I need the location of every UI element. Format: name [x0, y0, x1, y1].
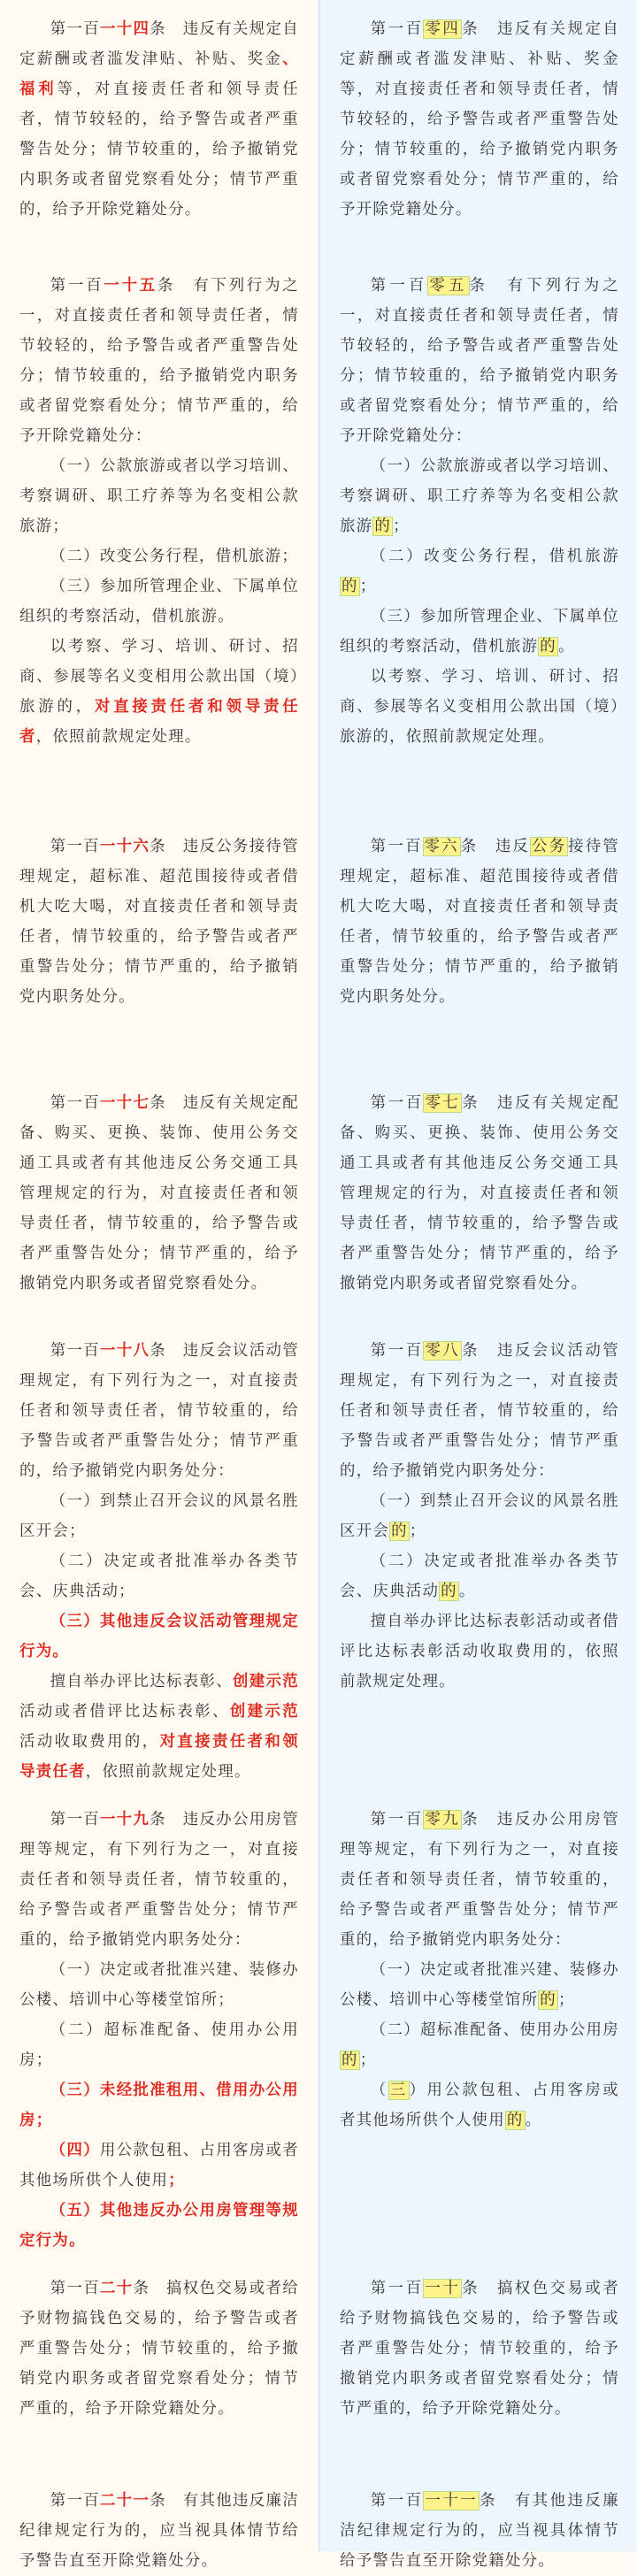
- article-paragraph: [19, 541, 299, 571]
- text-span: 第一百: [370, 1342, 424, 1360]
- text-span: 条 搞权色交易或者给予财物搞钱色交易的，给予警告或者严重警告处分；情节较重的，给予撤销党内职务或者留党察看处分；情节严重的，给予开除党籍处分。: [340, 2280, 619, 2418]
- revised-text: 二十一: [100, 2492, 150, 2510]
- revised-text: 、福利: [19, 50, 299, 98]
- text-span: 第一百: [50, 1342, 101, 1360]
- text-span: （: [370, 2082, 388, 2099]
- left-article: [19, 14, 299, 225]
- revised-text: ；: [168, 2172, 185, 2189]
- highlighted-text: 的: [441, 1583, 457, 1600]
- article-paragraph: [340, 1486, 619, 1546]
- article-paragraph: [19, 2135, 299, 2196]
- text-span: 条 违反会议活动管理规定，有下列行为之一，对直接责任者和领导责任者，情节较重的，给予警告或者严重警告处分；情节严重的，给予撤销党内职务处分：: [19, 1342, 299, 1480]
- text-span: 第一百: [50, 20, 101, 38]
- text-span: ；: [393, 518, 410, 535]
- right-column-original: [318, 0, 637, 2570]
- article-paragraph: [340, 662, 619, 752]
- highlighted-text: 公务: [532, 838, 567, 855]
- text-span: ）用公款包租、占用客房或者其他场所供个人使用: [340, 2082, 619, 2129]
- text-span: 条 违反有关规定配备、购买、更换、装饰、使用公务交通工具或者有其他违反公务交通工具管理规定的行为，对直接责任者和领导责任者，情节较重的，给予警告或者严重警告处分；情节严重的，给予撤销党内职务或者留党察看处分。: [19, 1094, 299, 1292]
- text-span: 条 违反: [460, 838, 530, 855]
- left-article: [19, 1088, 299, 1299]
- revised-text: （三）其他违反会议活动管理规定行为。: [19, 1613, 299, 1660]
- text-span: 第一百: [50, 1811, 101, 1828]
- text-span: 条 有其他违反廉洁纪律规定行为的，应当视具体情节给予警告直至开除党籍处分。: [340, 2492, 619, 2570]
- text-span: （三）参加所管理企业、下属单位组织的考察活动，借机旅游。: [19, 578, 299, 625]
- revised-text: 二十: [100, 2280, 134, 2297]
- revised-text: 四: [66, 2142, 84, 2159]
- text-span: ；: [558, 1991, 575, 2009]
- article-paragraph: [340, 2075, 619, 2135]
- text-span: 第一百: [50, 2492, 101, 2510]
- article-paragraph: [340, 1546, 619, 1606]
- text-span: （一）公款旅游或者以学习培训、考察调研、职工疗养等为名变相公款旅游: [340, 457, 619, 535]
- highlighted-text: 的: [342, 2051, 358, 2069]
- article-paragraph: [19, 2015, 299, 2075]
- text-span: （二）决定或者批准举办各类节会、庆典活动；: [19, 1552, 299, 1600]
- text-span: 。: [525, 2112, 542, 2129]
- text-span: 第一百: [50, 1094, 101, 1112]
- highlighted-text: 的: [342, 578, 358, 595]
- text-span: 第一百: [50, 838, 101, 855]
- highlighted-text: 零八: [425, 1342, 461, 1360]
- left-article: [19, 271, 299, 752]
- text-span: 条 违反办公用房管理等规定，有下列行为之一，对直接责任者和领导责任者，情节较重的，给予警告或者严重警告处分；情节严重的，给予撤销党内职务处分：: [19, 1811, 299, 1949]
- article-paragraph: [19, 1486, 299, 1546]
- revised-text: （: [50, 2142, 67, 2159]
- text-span: （三）参加所管理企业、下属单位组织的考察活动，借机旅游: [340, 608, 619, 656]
- article-paragraph: [19, 632, 299, 752]
- text-span: 条 违反办公用房管理等规定，有下列行为之一，对直接责任者和领导责任者，情节较重的，给予警告或者严重警告处分；情节严重的，给予撤销党内职务处分：: [340, 1811, 619, 1949]
- left-article: [19, 2486, 299, 2576]
- text-span: 第一百: [370, 2492, 424, 2510]
- text-span: ，依照前款规定处理。: [85, 1763, 251, 1781]
- article-heading-paragraph: [340, 14, 619, 225]
- revised-text: （五）其他违反办公用房管理等规定行为。: [19, 2202, 299, 2250]
- text-span: （一）到禁止召开会议的风景名胜区开会: [340, 1492, 619, 1540]
- article-paragraph: [19, 2075, 299, 2135]
- text-span: 条 搞权色交易或者给予财物搞钱色交易的，给予警告或者严重警告处分；情节较重的，给予撤销党内职务或者留党察看处分；情节严重的，给予开除党籍处分。: [19, 2280, 299, 2418]
- text-span: 第一百: [370, 838, 423, 855]
- revised-text: 一十四: [100, 20, 150, 38]
- article-heading-paragraph: [340, 1805, 619, 1955]
- highlighted-text: 三: [389, 2082, 408, 2099]
- article-heading-paragraph: [19, 2273, 299, 2424]
- article-paragraph: [340, 451, 619, 541]
- text-span: 条 有下列行为之一，对直接责任者和领导责任者，情节较轻的，给予警告或者严重警告处分；情节较重的，给予撤销党内职务或者留党察看处分；情节严重的，给予开除党籍处分：: [19, 277, 299, 445]
- text-span: 第一百: [370, 1094, 424, 1112]
- text-span: ，依照前款规定处理。: [35, 728, 202, 746]
- text-span: 活动或者借评比达标表彰、: [19, 1703, 230, 1721]
- highlighted-text: 一十: [425, 2280, 461, 2297]
- text-span: 。: [558, 638, 575, 656]
- article-heading-paragraph: [340, 1088, 619, 1299]
- article-heading-paragraph: [340, 2273, 619, 2424]
- article-heading-paragraph: [19, 832, 299, 1012]
- revised-text: 一十六: [100, 838, 150, 855]
- left-article: [19, 1336, 299, 1787]
- article-paragraph: [340, 1606, 619, 1697]
- highlighted-text: 的: [540, 638, 556, 656]
- highlighted-text: 的: [506, 2112, 524, 2129]
- text-span: 条 违反公务接待管理规定，超标准、超范围接待或者借机大吃大喝，对直接责任者和领导责任者，情节较重的，给予警告或者严重警告处分；情节严重的，给予撤销党内职务处分。: [19, 838, 299, 1006]
- text-span: ；: [409, 1522, 426, 1540]
- text-span: （一）决定或者批准兴建、装修办公楼、培训中心等楼堂馆所: [340, 1961, 619, 2009]
- article-paragraph: [19, 571, 299, 632]
- article-paragraph: [19, 451, 299, 541]
- text-span: 第一百: [50, 277, 104, 295]
- article-heading-paragraph: [340, 271, 619, 451]
- right-article: [340, 14, 619, 225]
- text-span: 条 有下列行为之一，对直接责任者和领导责任者，情节较轻的，给予警告或者严重警告处分；情节较重的，给予撤销党内职务或者留党察看处分；情节严重的，给予开除党籍处分：: [340, 277, 619, 445]
- text-span: ；: [359, 2051, 377, 2069]
- text-span: 条 违反有关规定自定薪酬或者滥发津贴、补贴、奖金: [19, 20, 299, 68]
- text-span: 接待管理规定，超标准、超范围接待或者借机大吃大喝，对直接责任者和领导责任者，情节较重的，给予警告或者严重警告处分；情节严重的，给予撤销党内职务处分。: [340, 838, 619, 1006]
- text-span: 条 违反有关规定自定薪酬或者滥发津贴、补贴、奖金等，对直接责任者和领导责任者，情节较轻的，给予警告或者严重警告处分；情节较重的，给予撤销党内职务或者留党察看处分；情节严重的，给予开除党籍处分。: [340, 20, 619, 218]
- article-paragraph: [340, 541, 619, 602]
- text-span: 第一百: [370, 20, 424, 38]
- article-paragraph: [19, 1955, 299, 2015]
- left-column-revised: [0, 0, 318, 2570]
- article-paragraph: [340, 1955, 619, 2015]
- left-article: [19, 832, 299, 1012]
- text-span: （二）超标准配备、使用办公用房；: [19, 2021, 299, 2069]
- text-span: （一）决定或者批准兴建、装修办公楼、培训中心等楼堂馆所；: [19, 1961, 299, 2009]
- revised-text: （三）未经批准租用、借用办公用房；: [19, 2082, 299, 2129]
- left-article: [19, 1805, 299, 2256]
- article-heading-paragraph: [340, 2486, 619, 2576]
- article-heading-paragraph: [340, 832, 619, 1012]
- text-span: （二）改变公务行程，借机旅游: [370, 548, 619, 565]
- highlighted-text: 的: [391, 1522, 408, 1540]
- revised-text: 创建示范: [233, 1673, 299, 1690]
- revised-text: ）: [83, 2142, 101, 2159]
- text-span: 擅自举办评比达标表彰、: [50, 1673, 234, 1690]
- text-span: 第一百: [370, 1811, 424, 1828]
- highlighted-text: 零五: [429, 277, 468, 295]
- text-span: 条 有其他违反廉洁纪律规定行为的，应当视具体情节给予警告直至开除党籍处分。: [19, 2492, 299, 2570]
- article-heading-paragraph: [19, 14, 299, 225]
- revised-text: 一十八: [100, 1342, 150, 1360]
- text-span: 第一百: [370, 2280, 424, 2297]
- highlighted-text: 一十一: [425, 2492, 479, 2510]
- right-article: [340, 2486, 619, 2576]
- text-span: 活动收取费用的，: [19, 1733, 160, 1751]
- article-heading-paragraph: [19, 1088, 299, 1299]
- text-span: 。: [458, 1583, 476, 1600]
- highlighted-text: 零七: [425, 1094, 461, 1112]
- highlighted-text: 零四: [425, 20, 461, 38]
- left-article: [19, 2273, 299, 2424]
- right-article: [340, 2273, 619, 2424]
- article-heading-paragraph: [340, 1336, 619, 1486]
- text-span: 用公款包租、占用客房或者其他场所供个人使用: [19, 2142, 299, 2189]
- right-article: [340, 1088, 619, 1299]
- article-paragraph: [19, 1606, 299, 1667]
- text-span: ；: [359, 578, 377, 595]
- revised-text: 一十五: [104, 277, 157, 295]
- article-paragraph: [19, 1667, 299, 1787]
- revised-text: 对直接责任者和领导责任者: [19, 698, 299, 746]
- text-span: （二）决定或者批准举办各类节会、庆典活动: [340, 1552, 619, 1600]
- revised-text: 一十七: [100, 1094, 150, 1112]
- text-span: （一）公款旅游或者以学习培训、考察调研、职工疗养等为名变相公款旅游；: [19, 457, 299, 535]
- article-heading-paragraph: [19, 2486, 299, 2576]
- highlighted-text: 的: [540, 1991, 556, 2009]
- revised-text: 对直接责任者和领导责任者: [19, 1733, 299, 1781]
- text-span: 第一百: [370, 277, 428, 295]
- article-paragraph: [19, 2196, 299, 2256]
- revised-text: 创建示范: [229, 1703, 299, 1721]
- text-span: （二）改变公务行程，借机旅游；: [50, 548, 299, 565]
- article-paragraph: [340, 602, 619, 662]
- highlighted-text: 零九: [425, 1811, 461, 1828]
- article-heading-paragraph: [19, 1805, 299, 1955]
- right-article: [340, 1805, 619, 2135]
- highlighted-text: 零六: [424, 838, 459, 855]
- revised-text: 一十九: [100, 1811, 150, 1828]
- right-article: [340, 832, 619, 1012]
- text-span: 擅自举办评比达标表彰活动或者借评比达标表彰活动收取费用的，依照前款规定处理。: [340, 1613, 619, 1690]
- text-span: 条 违反有关规定配备、购买、更换、装饰、使用公务交通工具或者有其他违反公务交通工具管理规定的行为，对直接责任者和领导责任者，情节较重的，给予警告或者严重警告处分；情节严重的，给予撤销党内职务或者留党察看处分。: [340, 1094, 619, 1292]
- highlighted-text: 的: [374, 518, 392, 535]
- text-span: 以考察、学习、培训、研讨、招商、参展等名义变相用公款出国（境）旅游的，依照前款规定处理。: [340, 668, 619, 746]
- text-span: （二）超标准配备、使用办公用房: [370, 2021, 619, 2039]
- text-span: （一）到禁止召开会议的风景名胜区开会；: [19, 1492, 299, 1540]
- right-article: [340, 1336, 619, 1697]
- article-heading-paragraph: [19, 271, 299, 451]
- article-heading-paragraph: [19, 1336, 299, 1486]
- right-article: [340, 271, 619, 752]
- article-paragraph: [19, 1546, 299, 1606]
- text-span: 条 违反会议活动管理规定，有下列行为之一，对直接责任者和领导责任者，情节较重的，给予警告或者严重警告处分；情节严重的，给予撤销党内职务处分：: [340, 1342, 619, 1480]
- article-paragraph: [340, 2015, 619, 2075]
- text-span: 第一百: [50, 2280, 101, 2297]
- text-span: 以考察、学习、培训、研讨、招商、参展等名义变相用公款出国（境）旅游的，: [19, 638, 299, 716]
- text-span: 等，对直接责任者和领导责任者，情节较轻的，给予警告或者严重警告处分；情节较重的，给予撤销党内职务或者留党察看处分；情节严重的，给予开除党籍处分。: [19, 80, 299, 218]
